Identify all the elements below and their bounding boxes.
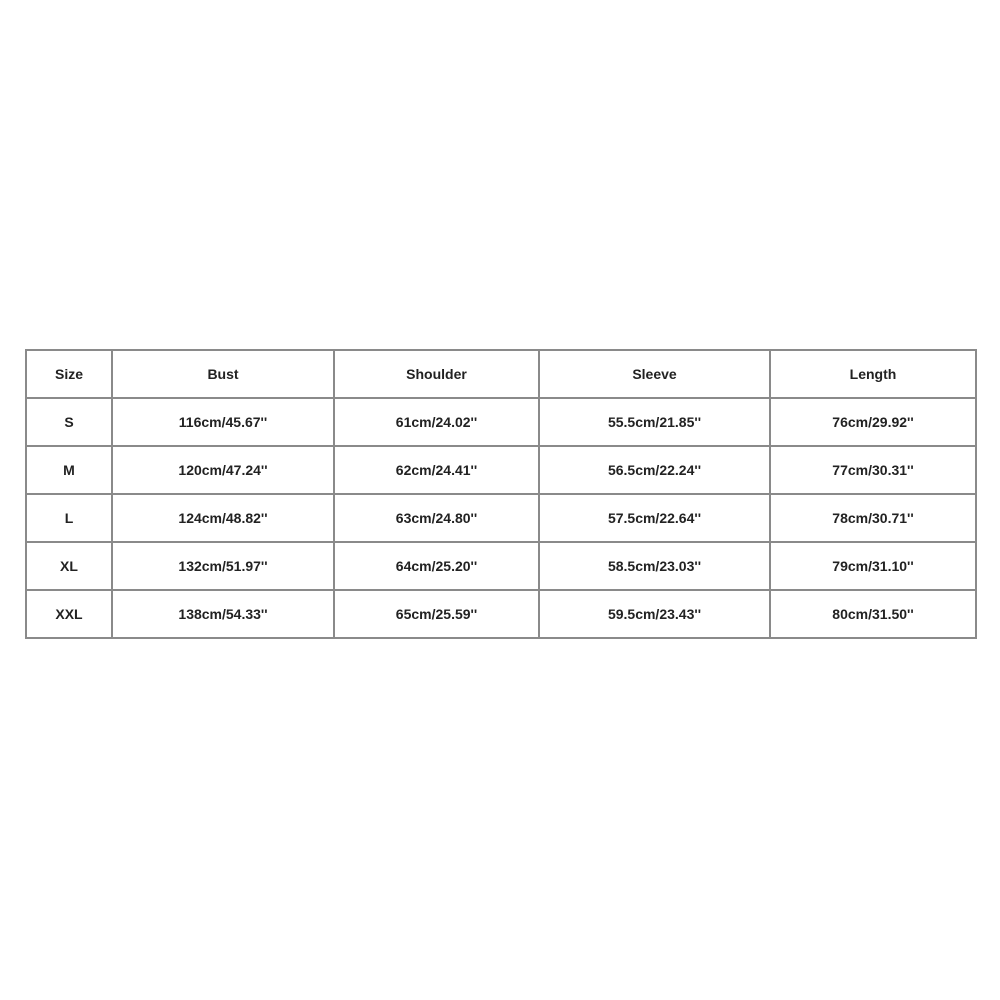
- cell-sleeve: 55.5cm/21.85'': [539, 398, 770, 446]
- header-bust: Bust: [112, 350, 334, 398]
- table-row: [26, 542, 976, 590]
- table-row: [26, 398, 976, 446]
- cell-shoulder: 65cm/25.59'': [334, 590, 539, 638]
- table-row: [26, 446, 976, 494]
- cell-length: 77cm/30.31'': [770, 446, 976, 494]
- size-chart-table: [25, 349, 977, 639]
- table-row: [26, 494, 976, 542]
- table-row: [26, 590, 976, 638]
- cell-size: M: [26, 446, 112, 494]
- cell-shoulder: 63cm/24.80'': [334, 494, 539, 542]
- cell-sleeve: 58.5cm/23.03'': [539, 542, 770, 590]
- cell-sleeve: 59.5cm/23.43'': [539, 590, 770, 638]
- table-header-row: [26, 350, 976, 398]
- cell-length: 78cm/30.71'': [770, 494, 976, 542]
- cell-length: 76cm/29.92'': [770, 398, 976, 446]
- cell-length: 79cm/31.10'': [770, 542, 976, 590]
- header-sleeve: Sleeve: [539, 350, 770, 398]
- header-size: Size: [26, 350, 112, 398]
- cell-length: 80cm/31.50'': [770, 590, 976, 638]
- cell-shoulder: 61cm/24.02'': [334, 398, 539, 446]
- header-shoulder: Shoulder: [334, 350, 539, 398]
- header-length: Length: [770, 350, 976, 398]
- cell-shoulder: 62cm/24.41'': [334, 446, 539, 494]
- cell-bust: 132cm/51.97'': [112, 542, 334, 590]
- cell-size: L: [26, 494, 112, 542]
- cell-sleeve: 57.5cm/22.64'': [539, 494, 770, 542]
- cell-bust: 138cm/54.33'': [112, 590, 334, 638]
- cell-size: XXL: [26, 590, 112, 638]
- cell-size: S: [26, 398, 112, 446]
- cell-bust: 124cm/48.82'': [112, 494, 334, 542]
- cell-shoulder: 64cm/25.20'': [334, 542, 539, 590]
- cell-sleeve: 56.5cm/22.24'': [539, 446, 770, 494]
- cell-size: XL: [26, 542, 112, 590]
- cell-bust: 116cm/45.67'': [112, 398, 334, 446]
- cell-bust: 120cm/47.24'': [112, 446, 334, 494]
